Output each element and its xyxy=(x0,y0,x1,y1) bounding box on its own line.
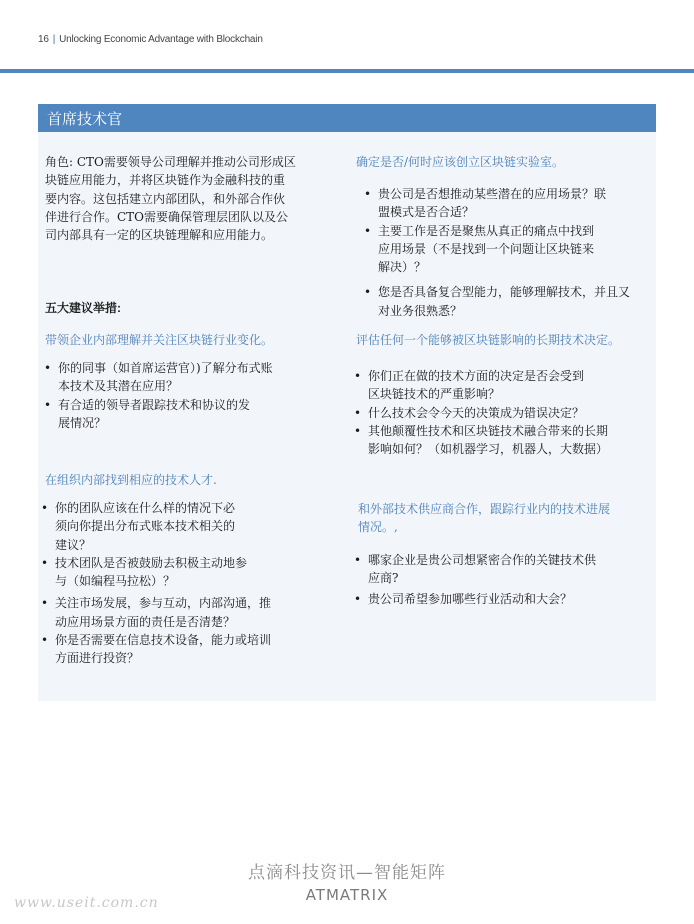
list-item xyxy=(354,422,650,459)
list-item-line: • 关注市场发展，参与互动，内部沟通，推 xyxy=(55,596,272,611)
list-item xyxy=(364,283,654,320)
role-line: 司内部具有一定的区块链理解和应用能力。 xyxy=(45,228,274,243)
list-item-line: • 技术团队是否被鼓励去积极主动地参 xyxy=(55,555,248,570)
list-item xyxy=(354,404,650,422)
list-item-line: 方面进行投资？ xyxy=(55,651,140,666)
cto-panel xyxy=(38,104,656,701)
footer-english-brand: ATMATRIX xyxy=(305,886,389,904)
right-section3-list xyxy=(354,551,650,608)
list-item-line: 动应用场景方面的责任是否清楚？ xyxy=(55,614,236,629)
list-item-line: • 你的同事（如首席运营官）)了解分布式账 xyxy=(58,361,273,375)
list-item-line: 应用场景（不是找到一个问题让区块链来 xyxy=(378,241,595,256)
five-measures-heading: 五大建议举措: xyxy=(45,301,121,315)
left-section2-list xyxy=(41,499,333,668)
list-item-line: • 主要工作是否是聚焦从真正的痛点中找到 xyxy=(378,223,595,238)
list-item-line: 须向你提出分布式账本技术相关的 xyxy=(55,519,236,534)
list-item-line: 应商? xyxy=(368,571,399,586)
list-item xyxy=(354,367,650,404)
list-item-line: • 有合适的领导者跟踪技术和协议的发 xyxy=(58,397,251,412)
list-item xyxy=(41,631,333,668)
list-item xyxy=(44,359,334,396)
list-item xyxy=(41,594,333,631)
list-item-line: • 其他颠覆性技术和区块链技术融合带来的长期 xyxy=(368,423,609,438)
header-separator: | xyxy=(52,34,56,45)
footer-chinese-brand: 点滴科技资讯—智能矩阵 xyxy=(248,863,446,883)
list-item-line: 建议？ xyxy=(55,537,92,552)
header-rule xyxy=(0,69,694,73)
list-item-line: • 贵公司希望参加哪些行业活动和大会？ xyxy=(368,591,573,606)
role-line: 伴进行合作。CTO需要确保管理层团队以及公 xyxy=(45,209,289,224)
header-title: Unlocking Economic Advantage with Blockchain xyxy=(59,34,263,45)
list-item-line: • 贵公司是否想推动某些潜在的应用场景？联 xyxy=(378,187,607,201)
list-item xyxy=(364,222,654,277)
list-item-line: 影响如何？（如机器学习，机器人，大数据） xyxy=(368,442,609,457)
heading-line: 和外部技术供应商合作，跟踪行业内的技术进展 xyxy=(358,502,611,516)
role-line: 要内容。这包括建立内部团队，和外部合作伙 xyxy=(45,191,286,206)
list-item-line: 展情况？ xyxy=(58,415,107,430)
list-item xyxy=(41,499,333,554)
list-item-line: • 你们正在做的技术方面的决定是否会受到 xyxy=(368,369,585,383)
list-item xyxy=(354,590,650,608)
watermark-text: www.useit.com.cn xyxy=(14,895,159,911)
list-item xyxy=(41,554,333,591)
role-line: 角色: CTO需要领导公司理解并推动公司形成区 xyxy=(45,155,296,169)
list-item-line: 对业务很熟悉？ xyxy=(378,303,463,318)
right-section1-list xyxy=(364,185,654,320)
running-header xyxy=(38,34,263,45)
list-item-line: • 哪家企业是贵公司想紧密合作的关键技术供 xyxy=(368,553,597,567)
list-item-line: 本技术及其潜在应用？ xyxy=(58,379,179,394)
list-item-line: • 您是否具备复合型能力，能够理解技术，并且又 xyxy=(378,285,631,300)
right-section1-heading: 确定是否/何时应该创立区块链实验室。 xyxy=(356,155,565,169)
list-item xyxy=(44,396,334,433)
panel-title: 首席技术官 xyxy=(38,104,656,132)
page-number: 16 xyxy=(38,34,49,45)
list-item-line: • 你是否需要在信息技术设备，能力或培训 xyxy=(55,633,272,648)
left-section1-heading: 带领企业内部理解并关注区块链行业变化。 xyxy=(45,333,274,347)
role-line: 块链应用能力，并将区块链作为金融科技的重 xyxy=(45,173,286,188)
list-item-line: • 什么技术会令今天的决策成为错误决定？ xyxy=(368,405,585,420)
right-section2-heading: 评估任何一个能够被区块链影响的长期技术决定。 xyxy=(356,333,621,347)
list-item-line: 与（如编程马拉松）？ xyxy=(55,574,176,589)
role-description xyxy=(45,153,335,244)
left-section2-heading: 在组织内部找到相应的技术人才. xyxy=(45,473,217,487)
list-item-line: • 你的团队应该在什么样的情况下必 xyxy=(55,501,236,515)
right-section2-list xyxy=(354,367,650,458)
list-item xyxy=(364,185,654,222)
list-item-line: 盟模式是否合适？ xyxy=(378,205,475,220)
list-item-line: 解决）？ xyxy=(378,260,427,275)
left-section1-list xyxy=(44,359,334,432)
list-item-line: 区块链技术的严重影响？ xyxy=(368,387,501,402)
right-section3-heading xyxy=(358,500,654,537)
list-item xyxy=(354,551,650,588)
heading-line: 情况。, xyxy=(358,520,398,535)
